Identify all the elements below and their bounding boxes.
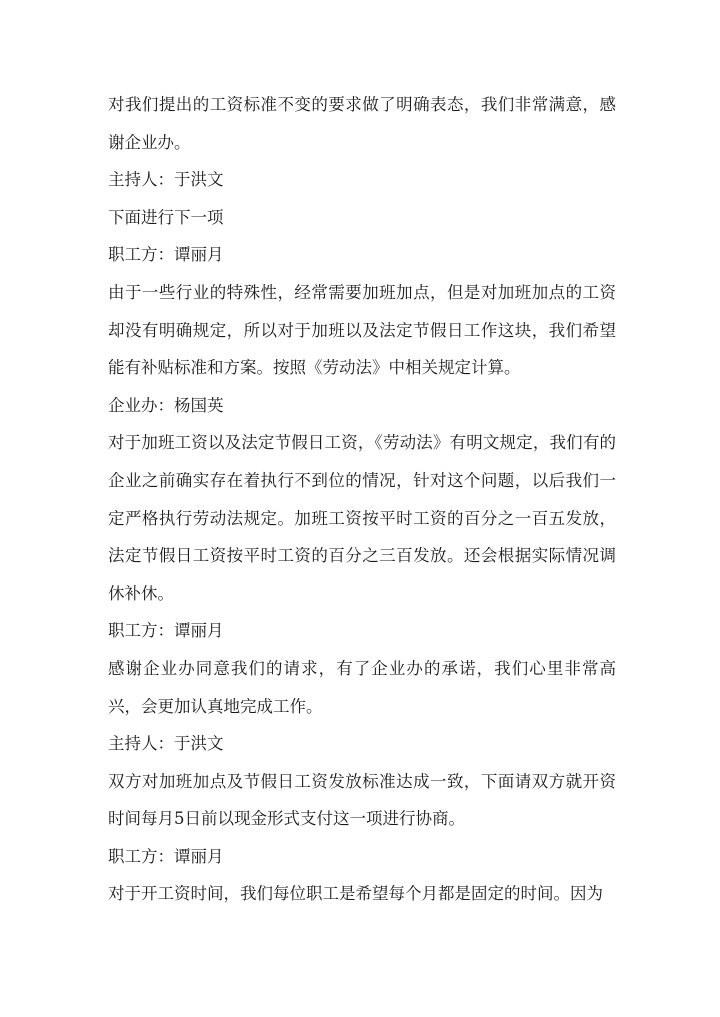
speaker-host: 主持人：于洪文 bbox=[108, 734, 224, 754]
paragraph-employee-thanks: 感谢企业办同意我们的请求，有了企业办的承诺，我们心里非常高兴，会更加认真地完成工作。 bbox=[108, 658, 616, 716]
speaker-employee-side: 职工方：谭丽月 bbox=[108, 846, 224, 866]
paragraph-next-item: 下面进行下一项 bbox=[108, 207, 224, 227]
paragraph-response-thanks: 对我们提出的工资标准不变的要求做了明确表态，我们非常满意，感谢企业办。 bbox=[108, 95, 616, 152]
speaker-employee-side: 职工方：谭丽月 bbox=[108, 621, 224, 641]
paragraph-payday-topic: 双方对加班加点及节假日工资发放标准达成一致，下面请双方就开资时间每月5日前以现金形式支付这一项进行协商。 bbox=[108, 771, 616, 829]
document-body bbox=[108, 86, 616, 913]
speaker-enterprise-office: 企业办：杨国英 bbox=[108, 395, 224, 415]
paragraph-overtime-request: 由于一些行业的特殊性，经常需要加班加点，但是对加班加点的工资却没有明确规定，所以对于加班以及法定节假日工作这块，我们希望能有补贴标准和方案。按照《劳动法》中相关规定计算。 bbox=[108, 282, 616, 378]
speaker-host: 主持人：于洪文 bbox=[108, 170, 224, 190]
paragraph-payday-request: 对于开工资时间，我们每位职工是希望每个月都是固定的时间。因为 bbox=[108, 884, 603, 904]
speaker-employee-side: 职工方：谭丽月 bbox=[108, 245, 224, 265]
paragraph-overtime-response: 对于加班工资以及法定节假日工资，《劳动法》有明文规定，我们有的企业之前确实存在着执行不到位的情况，针对这个问题，以后我们一定严格执行劳动法规定。加班工资按平时工资的百分之一百五发放，法定节假日工资按平时工资的百分之三百发放。还会根据实际情况调休补休。 bbox=[108, 433, 616, 603]
